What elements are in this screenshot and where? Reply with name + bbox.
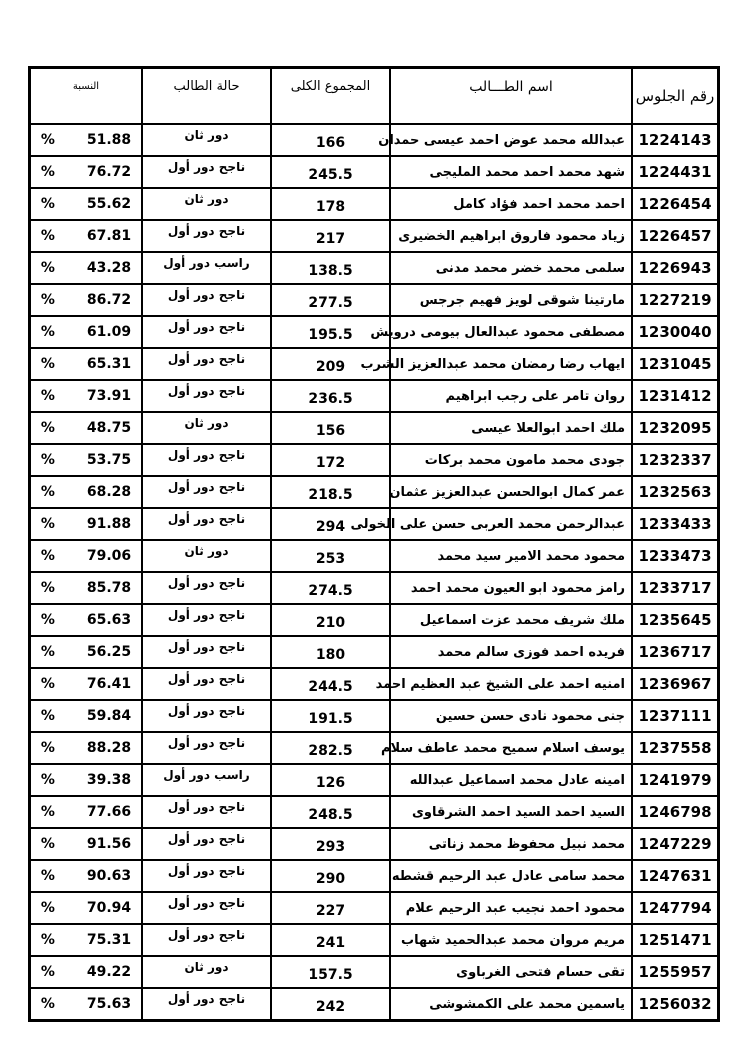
- table-row: [30, 668, 718, 700]
- percentage-value: 75.31: [86, 932, 132, 948]
- table-row: [30, 796, 718, 828]
- percentage-cell: [30, 316, 142, 348]
- percentage-cell: [30, 860, 142, 892]
- percentage-cell: [30, 540, 142, 572]
- percent-sign: %: [40, 868, 55, 884]
- student-name-cell: مارتينا شوقى لويز فهيم جرجس: [390, 284, 632, 316]
- student-name-cell: ملك شريف محمد عزت اسماعيل: [390, 604, 632, 636]
- percentage-value: 56.25: [86, 644, 132, 660]
- table-row: [30, 828, 718, 860]
- percentage-cell: [30, 892, 142, 924]
- percentage-cell: [30, 604, 142, 636]
- total-cell: 126: [271, 764, 390, 796]
- total-cell: 277.5: [271, 284, 390, 316]
- student-name-cell: محمد سامى عادل عبد الرحيم قشطه: [390, 860, 632, 892]
- table-row: [30, 348, 718, 380]
- percentage-value: 43.28: [86, 260, 132, 276]
- percentage-cell: [30, 348, 142, 380]
- student-name-cell: احمد محمد احمد فؤاد كامل: [390, 188, 632, 220]
- seat-number-cell: 1236967: [632, 668, 718, 700]
- total-cell: 242: [271, 988, 390, 1020]
- table-row: [30, 156, 718, 188]
- percentage-cell: [30, 124, 142, 156]
- percentage-cell: [30, 956, 142, 988]
- percentage-cell: [30, 220, 142, 252]
- status-cell: دور ثان: [142, 956, 271, 988]
- percent-sign: %: [40, 996, 55, 1012]
- table-row: [30, 988, 718, 1020]
- percent-sign: %: [40, 708, 55, 724]
- percentage-value: 51.88: [86, 132, 132, 148]
- percentage-value: 59.84: [86, 708, 132, 724]
- total-cell: 253: [271, 540, 390, 572]
- total-cell: 244.5: [271, 668, 390, 700]
- seat-number-cell: 1232095: [632, 412, 718, 444]
- percent-sign: %: [40, 420, 55, 436]
- percentage-cell: [30, 924, 142, 956]
- total-cell: 209: [271, 348, 390, 380]
- percent-sign: %: [40, 324, 55, 340]
- student-name-cell: عبدالله محمد عوض احمد عيسى حمدان: [390, 124, 632, 156]
- table-row: [30, 252, 718, 284]
- student-name-cell: عبدالرحمن محمد العربى حسن على الخولى: [390, 508, 632, 540]
- percentage-cell: [30, 764, 142, 796]
- percent-sign: %: [40, 676, 55, 692]
- percentage-cell: [30, 412, 142, 444]
- seat-number-cell: 1226943: [632, 252, 718, 284]
- header-total: المجموع الكلى: [271, 68, 390, 124]
- percentage-cell: [30, 284, 142, 316]
- status-cell: دور ثان: [142, 188, 271, 220]
- student-name-cell: عمر كمال ابوالحسن عبدالعزيز عثمان: [390, 476, 632, 508]
- seat-number-cell: 1236717: [632, 636, 718, 668]
- status-cell: ناجح دور أول: [142, 348, 271, 380]
- percentage-value: 61.09: [86, 324, 132, 340]
- total-cell: 166: [271, 124, 390, 156]
- table-row: [30, 316, 718, 348]
- status-cell: ناجح دور أول: [142, 604, 271, 636]
- percentage-value: 65.63: [86, 612, 132, 628]
- student-name-cell: جنى محمود نادى حسن حسين: [390, 700, 632, 732]
- table-row: [30, 124, 718, 156]
- header-name: اسم الطـــالب: [390, 68, 632, 124]
- percentage-cell: [30, 636, 142, 668]
- percent-sign: %: [40, 964, 55, 980]
- total-cell: 191.5: [271, 700, 390, 732]
- status-cell: ناجح دور أول: [142, 156, 271, 188]
- percentage-cell: [30, 380, 142, 412]
- seat-number-cell: 1247794: [632, 892, 718, 924]
- total-cell: 172: [271, 444, 390, 476]
- total-cell: 218.5: [271, 476, 390, 508]
- percent-sign: %: [40, 164, 55, 180]
- header-status: حالة الطالب: [142, 68, 271, 124]
- percentage-value: 67.81: [86, 228, 132, 244]
- total-cell: 180: [271, 636, 390, 668]
- total-cell: 156: [271, 412, 390, 444]
- status-cell: دور ثان: [142, 124, 271, 156]
- student-name-cell: امينه عادل محمد اسماعيل عبدالله: [390, 764, 632, 796]
- percentage-cell: [30, 188, 142, 220]
- status-cell: ناجح دور أول: [142, 220, 271, 252]
- results-sheet: [28, 66, 720, 1022]
- total-cell: 248.5: [271, 796, 390, 828]
- status-cell: ناجح دور أول: [142, 860, 271, 892]
- percentage-value: 91.56: [86, 836, 132, 852]
- percent-sign: %: [40, 516, 55, 532]
- seat-number-cell: 1235645: [632, 604, 718, 636]
- student-name-cell: زياد محمود فاروق ابراهيم الخضيرى: [390, 220, 632, 252]
- seat-number-cell: 1233433: [632, 508, 718, 540]
- percent-sign: %: [40, 260, 55, 276]
- percent-sign: %: [40, 900, 55, 916]
- percent-sign: %: [40, 228, 55, 244]
- percentage-value: 68.28: [86, 484, 132, 500]
- total-cell: 138.5: [271, 252, 390, 284]
- student-name-cell: جودى محمد مامون محمد بركات: [390, 444, 632, 476]
- seat-number-cell: 1233473: [632, 540, 718, 572]
- percent-sign: %: [40, 580, 55, 596]
- total-cell: 210: [271, 604, 390, 636]
- seat-number-cell: 1227219: [632, 284, 718, 316]
- status-cell: دور ثان: [142, 412, 271, 444]
- status-cell: ناجح دور أول: [142, 572, 271, 604]
- total-cell: 282.5: [271, 732, 390, 764]
- seat-number-cell: 1233717: [632, 572, 718, 604]
- table-row: [30, 476, 718, 508]
- percentage-cell: [30, 444, 142, 476]
- percent-sign: %: [40, 612, 55, 628]
- percentage-value: 76.41: [86, 676, 132, 692]
- percentage-cell: [30, 572, 142, 604]
- percent-sign: %: [40, 772, 55, 788]
- percentage-value: 85.78: [86, 580, 132, 596]
- status-cell: ناجح دور أول: [142, 892, 271, 924]
- table-row: [30, 636, 718, 668]
- total-cell: 245.5: [271, 156, 390, 188]
- percentage-value: 91.88: [86, 516, 132, 532]
- percentage-cell: [30, 732, 142, 764]
- status-cell: ناجح دور أول: [142, 380, 271, 412]
- status-cell: ناجح دور أول: [142, 284, 271, 316]
- seat-number-cell: 1255957: [632, 956, 718, 988]
- seat-number-cell: 1237558: [632, 732, 718, 764]
- student-name-cell: ياسمين محمد على الكمشوشى: [390, 988, 632, 1020]
- table-row: [30, 540, 718, 572]
- total-cell: 178: [271, 188, 390, 220]
- student-name-cell: تقى حسام فتحى الغرباوى: [390, 956, 632, 988]
- status-cell: ناجح دور أول: [142, 668, 271, 700]
- percentage-cell: [30, 668, 142, 700]
- table-row: [30, 508, 718, 540]
- table-row: [30, 924, 718, 956]
- percent-sign: %: [40, 292, 55, 308]
- percentage-cell: [30, 988, 142, 1020]
- header-percentage: النسبة: [30, 68, 142, 124]
- total-cell: 157.5: [271, 956, 390, 988]
- table-row: [30, 860, 718, 892]
- total-cell: 293: [271, 828, 390, 860]
- percent-sign: %: [40, 452, 55, 468]
- percentage-value: 65.31: [86, 356, 132, 372]
- status-cell: راسب دور أول: [142, 252, 271, 284]
- seat-number-cell: 1241979: [632, 764, 718, 796]
- percent-sign: %: [40, 644, 55, 660]
- percentage-cell: [30, 508, 142, 540]
- header-seat-number: رقم الجلوس: [632, 68, 718, 124]
- table-row: [30, 284, 718, 316]
- seat-number-cell: 1226457: [632, 220, 718, 252]
- status-cell: ناجح دور أول: [142, 732, 271, 764]
- total-cell: 294: [271, 508, 390, 540]
- percentage-cell: [30, 700, 142, 732]
- status-cell: ناجح دور أول: [142, 316, 271, 348]
- total-cell: 195.5: [271, 316, 390, 348]
- status-cell: ناجح دور أول: [142, 796, 271, 828]
- seat-number-cell: 1231412: [632, 380, 718, 412]
- seat-number-cell: 1232337: [632, 444, 718, 476]
- status-cell: ناجح دور أول: [142, 636, 271, 668]
- table-row: [30, 732, 718, 764]
- percentage-value: 55.62: [86, 196, 132, 212]
- percentage-cell: [30, 476, 142, 508]
- percentage-value: 75.63: [86, 996, 132, 1012]
- seat-number-cell: 1237111: [632, 700, 718, 732]
- percentage-value: 39.38: [86, 772, 132, 788]
- table-body: [30, 124, 718, 1020]
- table-row: [30, 956, 718, 988]
- seat-number-cell: 1230040: [632, 316, 718, 348]
- seat-number-cell: 1256032: [632, 988, 718, 1020]
- percentage-cell: [30, 796, 142, 828]
- status-cell: راسب دور أول: [142, 764, 271, 796]
- percentage-value: 77.66: [86, 804, 132, 820]
- percent-sign: %: [40, 548, 55, 564]
- status-cell: ناجح دور أول: [142, 508, 271, 540]
- student-name-cell: رامز محمود ابو العيون محمد احمد: [390, 572, 632, 604]
- seat-number-cell: 1224431: [632, 156, 718, 188]
- seat-number-cell: 1226454: [632, 188, 718, 220]
- student-name-cell: يوسف اسلام سميح محمد عاطف سلام: [390, 732, 632, 764]
- table-row: [30, 604, 718, 636]
- table-row: [30, 444, 718, 476]
- table-row: [30, 380, 718, 412]
- student-name-cell: ملك احمد ابوالعلا عيسى: [390, 412, 632, 444]
- percent-sign: %: [40, 196, 55, 212]
- percentage-value: 53.75: [86, 452, 132, 468]
- percentage-value: 88.28: [86, 740, 132, 756]
- student-name-cell: محمد نبيل محفوظ محمد زناتى: [390, 828, 632, 860]
- seat-number-cell: 1232563: [632, 476, 718, 508]
- student-name-cell: شهد محمد احمد محمد المليجى: [390, 156, 632, 188]
- percentage-cell: [30, 828, 142, 860]
- percent-sign: %: [40, 804, 55, 820]
- table-row: [30, 764, 718, 796]
- table-row: [30, 188, 718, 220]
- student-name-cell: السيد احمد السيد احمد الشرقاوى: [390, 796, 632, 828]
- status-cell: ناجح دور أول: [142, 828, 271, 860]
- student-name-cell: محمود محمد الامير سيد محمد: [390, 540, 632, 572]
- student-name-cell: مريم مروان محمد عبدالحميد شهاب: [390, 924, 632, 956]
- student-name-cell: فريده احمد فوزى سالم محمد: [390, 636, 632, 668]
- percentage-value: 70.94: [86, 900, 132, 916]
- student-name-cell: روان تامر على رجب ابراهيم: [390, 380, 632, 412]
- percentage-cell: [30, 252, 142, 284]
- total-cell: 274.5: [271, 572, 390, 604]
- percentage-cell: [30, 156, 142, 188]
- percentage-value: 49.22: [86, 964, 132, 980]
- total-cell: 236.5: [271, 380, 390, 412]
- student-name-cell: سلمى محمد خضر محمد مدنى: [390, 252, 632, 284]
- seat-number-cell: 1246798: [632, 796, 718, 828]
- status-cell: ناجح دور أول: [142, 476, 271, 508]
- percent-sign: %: [40, 356, 55, 372]
- table-row: [30, 220, 718, 252]
- table-row: [30, 412, 718, 444]
- percent-sign: %: [40, 484, 55, 500]
- total-cell: 290: [271, 860, 390, 892]
- status-cell: ناجح دور أول: [142, 924, 271, 956]
- student-name-cell: ايهاب رضا رمضان محمد عبدالعزيز الشرب: [390, 348, 632, 380]
- table-row: [30, 700, 718, 732]
- seat-number-cell: 1247229: [632, 828, 718, 860]
- total-cell: 227: [271, 892, 390, 924]
- student-name-cell: محمود احمد نجيب عبد الرحيم علام: [390, 892, 632, 924]
- status-cell: ناجح دور أول: [142, 444, 271, 476]
- percentage-value: 73.91: [86, 388, 132, 404]
- percent-sign: %: [40, 932, 55, 948]
- results-table: [30, 68, 718, 1020]
- status-cell: ناجح دور أول: [142, 700, 271, 732]
- percentage-value: 79.06: [86, 548, 132, 564]
- percent-sign: %: [40, 132, 55, 148]
- table-row: [30, 892, 718, 924]
- percent-sign: %: [40, 740, 55, 756]
- percent-sign: %: [40, 388, 55, 404]
- status-cell: ناجح دور أول: [142, 988, 271, 1020]
- percent-sign: %: [40, 836, 55, 852]
- seat-number-cell: 1251471: [632, 924, 718, 956]
- table-row: [30, 572, 718, 604]
- percentage-value: 86.72: [86, 292, 132, 308]
- seat-number-cell: 1231045: [632, 348, 718, 380]
- percentage-value: 76.72: [86, 164, 132, 180]
- percentage-value: 48.75: [86, 420, 132, 436]
- total-cell: 241: [271, 924, 390, 956]
- status-cell: دور ثان: [142, 540, 271, 572]
- student-name-cell: امنيه احمد على الشيخ عبد العظيم احمد: [390, 668, 632, 700]
- seat-number-cell: 1247631: [632, 860, 718, 892]
- student-name-cell: مصطفى محمود عبدالعال بيومى درويش: [390, 316, 632, 348]
- header-row: [30, 68, 718, 124]
- seat-number-cell: 1224143: [632, 124, 718, 156]
- total-cell: 217: [271, 220, 390, 252]
- percentage-value: 90.63: [86, 868, 132, 884]
